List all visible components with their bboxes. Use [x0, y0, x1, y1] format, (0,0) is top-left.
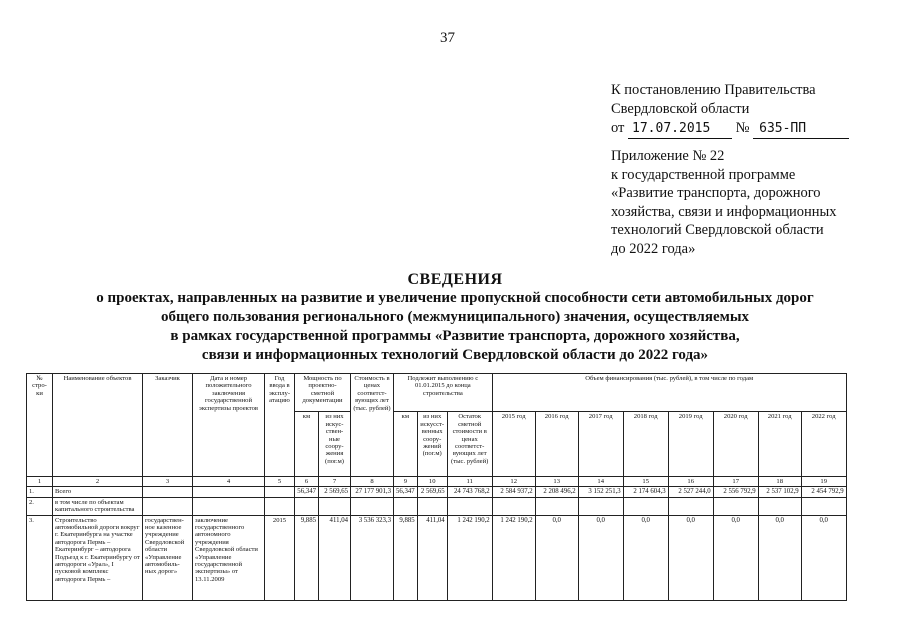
row-rem-cost: 24 743 768,2: [447, 487, 492, 497]
row-km: 9,885: [295, 515, 319, 600]
column-index: 15: [623, 477, 668, 487]
header-capacity: Мощность по проектно-сметной документации: [295, 374, 351, 412]
header-remaining-cost: Остаток сметной стоимости в ценах соответст-вующих лет (тыс. рублей): [447, 412, 492, 477]
header-capacity-structures: из них искус-ствен-ные соору-жения (пог.м): [319, 412, 351, 477]
row-cost: [351, 497, 394, 515]
row-name: в том числе по объектам капитального строительства: [53, 497, 143, 515]
appendix-line: Приложение № 22: [611, 148, 725, 164]
header-cost: Стоимость в ценах соответст-вующих лет (тыс. рублей): [351, 374, 394, 477]
row-year-value: 3 152 251,3: [578, 487, 623, 497]
document-title: [40, 270, 870, 365]
header-year-2019: 2019 год: [668, 412, 713, 477]
appendix-line: до 2022 года»: [611, 240, 696, 257]
column-index: 17: [713, 477, 758, 487]
row-customer: [143, 497, 193, 515]
projects-table: [26, 373, 847, 601]
row-year-value: 2 454 792,9: [801, 487, 846, 497]
row-year-value: 2 584 937,2: [492, 487, 535, 497]
row-year-value: [623, 497, 668, 515]
row-year: [265, 487, 295, 497]
header-remaining-structures: из них искусст-венных соору-жений (пог.м): [417, 412, 447, 477]
row-no: 2.: [27, 497, 53, 515]
header-year-2017: 2017 год: [578, 412, 623, 477]
decree-line-2: Свердловской области: [611, 101, 750, 117]
header-remaining-km: км: [394, 412, 418, 477]
header-customer: Заказчик: [143, 374, 193, 477]
header-financing: Объем финансирования (тыс. рублей), в том числе по годам: [492, 374, 846, 412]
row-year-value: 0,0: [713, 515, 758, 600]
column-index: 8: [351, 477, 394, 487]
table-header-row: [27, 374, 847, 412]
appendix-line: хозяйства, связи и информационных: [611, 203, 837, 220]
header-year-2021: 2021 год: [758, 412, 801, 477]
row-rem-structures: [417, 497, 447, 515]
row-year-value: 2 556 792,9: [713, 487, 758, 497]
row-year-value: 2 527 244,0: [668, 487, 713, 497]
column-index: 13: [535, 477, 578, 487]
row-km: [295, 497, 319, 515]
row-rem-cost: [447, 497, 492, 515]
title-line: связи и информационных технологий Свердловской области до 2022 года»: [201, 347, 709, 363]
decree-reference: [611, 81, 849, 139]
row-year-value: 0,0: [801, 515, 846, 600]
table-row: [27, 487, 847, 497]
appendix-line: технологий Свердловской области: [611, 222, 824, 238]
column-index: 11: [447, 477, 492, 487]
row-year-value: 2 537 102,9: [758, 487, 801, 497]
row-year: 2015: [265, 515, 295, 600]
row-year-value: [492, 497, 535, 515]
row-rem-structures: 411,04: [417, 515, 447, 600]
column-index: 16: [668, 477, 713, 487]
column-index: 1: [27, 477, 53, 487]
column-index: 7: [319, 477, 351, 487]
header-object-name: Наименование объектов: [53, 374, 143, 477]
header-year-2020: 2020 год: [713, 412, 758, 477]
column-index: 10: [417, 477, 447, 487]
decree-date: 17.07.2015: [628, 119, 732, 139]
appendix-line: к государственной программе: [611, 166, 796, 183]
row-expertise: заключение государственного автономного учреждения Свердловской области «Управление государственной экспертизы» от 13.11.2009: [193, 515, 265, 600]
decree-date-prefix: от: [611, 120, 625, 136]
row-year-value: [758, 497, 801, 515]
decree-date-line: [611, 119, 849, 139]
row-year-value: 0,0: [758, 515, 801, 600]
row-expertise: [193, 497, 265, 515]
column-index-row: [27, 477, 847, 487]
row-name: Строительство автомобильной дороги вокруг г. Екатеринбурга на участке автодорога Пермь – Екатеринбург – автодорога Подъезд к г. Екатеринбургу от автодороги «Урал», I пусковой комплекс автодорога Пермь –: [53, 515, 143, 600]
column-index: 12: [492, 477, 535, 487]
header-year-2016: 2016 год: [535, 412, 578, 477]
column-index: 2: [53, 477, 143, 487]
row-year-value: [713, 497, 758, 515]
row-rem-cost: 1 242 190,2: [447, 515, 492, 600]
row-km: 56,347: [295, 487, 319, 497]
row-name: Всего: [53, 487, 143, 497]
title-line: в рамках государственной программы «Развитие транспорта, дорожного хозяйства,: [170, 328, 740, 344]
row-year-value: 0,0: [623, 515, 668, 600]
column-index: 14: [578, 477, 623, 487]
row-rem-structures: 2 569,65: [417, 487, 447, 497]
row-structures: [319, 497, 351, 515]
row-customer: [143, 487, 193, 497]
column-index: 9: [394, 477, 418, 487]
row-year-value: 1 242 190,2: [492, 515, 535, 600]
column-index: 19: [801, 477, 846, 487]
row-rem-km: 56,347: [394, 487, 418, 497]
row-rem-km: 9,885: [394, 515, 418, 600]
table-row: [27, 497, 847, 515]
appendix-line: «Развитие транспорта, дорожного: [611, 185, 821, 201]
title-main: СВЕДЕНИЯ: [407, 271, 503, 288]
column-index: 18: [758, 477, 801, 487]
table-row: [27, 515, 847, 600]
column-index: 5: [265, 477, 295, 487]
row-year-value: [801, 497, 846, 515]
row-cost: 27 177 901,3: [351, 487, 394, 497]
row-year-value: 0,0: [668, 515, 713, 600]
row-rem-km: [394, 497, 418, 515]
row-cost: 3 536 323,3: [351, 515, 394, 600]
title-line: о проектах, направленных на развитие и увеличение пропускной способности сети автомобильных дорог: [96, 290, 814, 306]
header-expertise: Дата и номер положительного заключения государственной экспертизы проектов: [193, 374, 265, 477]
row-year-value: 2 208 496,2: [535, 487, 578, 497]
title-line: общего пользования регионального (межмуниципального) значения, осуществляемых: [160, 309, 750, 325]
decree-line-1: К постановлению Правительства: [611, 82, 816, 98]
row-no: 3.: [27, 515, 53, 600]
row-expertise: [193, 487, 265, 497]
row-no: 1.: [27, 487, 53, 497]
header-year: Год ввода в эксплу-атацию: [265, 374, 295, 477]
row-year-value: [535, 497, 578, 515]
decree-number: 635-ПП: [753, 119, 849, 139]
header-year-2018: 2018 год: [623, 412, 668, 477]
appendix-block: [611, 147, 836, 258]
row-structures: 2 569,65: [319, 487, 351, 497]
row-structures: 411,04: [319, 515, 351, 600]
decree-number-prefix: №: [735, 120, 750, 136]
row-year-value: 2 174 604,3: [623, 487, 668, 497]
row-customer: государствен-ное казенное учреждение Свердловской области «Управление автомобиль-ных дорог»: [143, 515, 193, 600]
row-year-value: [578, 497, 623, 515]
row-year-value: [668, 497, 713, 515]
header-row-no: № стро-ки: [27, 374, 53, 477]
column-index: 4: [193, 477, 265, 487]
row-year: [265, 497, 295, 515]
page-number: 37: [440, 30, 455, 46]
row-year-value: 0,0: [535, 515, 578, 600]
header-remaining: Подлежит выполнению с 01.01.2015 до конца строительства: [394, 374, 493, 412]
header-year-2022: 2022 год: [801, 412, 846, 477]
header-year-2015: 2015 год: [492, 412, 535, 477]
column-index: 6: [295, 477, 319, 487]
column-index: 3: [143, 477, 193, 487]
row-year-value: 0,0: [578, 515, 623, 600]
header-capacity-km: км: [295, 412, 319, 477]
